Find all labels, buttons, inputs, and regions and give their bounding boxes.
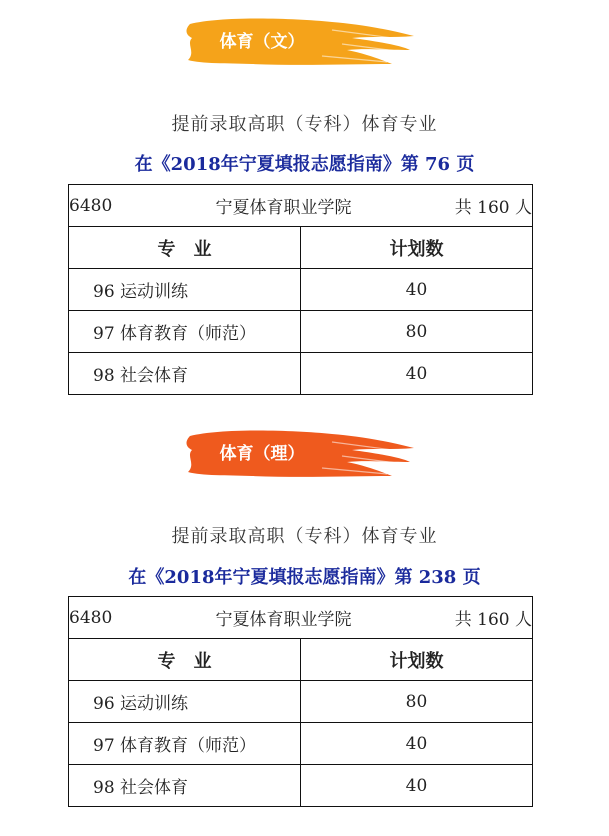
major-cell: 97 体育教育（师范） xyxy=(69,311,301,353)
major-cell: 96 运动训练 xyxy=(69,681,301,723)
header-count: 计划数 xyxy=(301,227,533,269)
category-label: 体育（文） xyxy=(219,32,305,52)
school-name: 宁夏体育职业学院 xyxy=(215,610,352,630)
table-row xyxy=(69,681,533,723)
enrollment-subtitle: 提前录取高职（专科）体育专业 xyxy=(171,114,438,135)
category-brush-banner xyxy=(182,426,418,482)
guide-page-reference: 在《2018年宁夏填报志愿指南》第 76 页 xyxy=(134,154,475,175)
header-major: 专 业 xyxy=(69,227,301,269)
guide-page-reference: 在《2018年宁夏填报志愿指南》第 238 页 xyxy=(128,567,481,588)
plan-table xyxy=(68,596,533,807)
count-cell: 80 xyxy=(301,311,533,353)
enrollment-subtitle: 提前录取高职（专科）体育专业 xyxy=(171,526,438,547)
count-cell: 40 xyxy=(301,269,533,311)
major-cell: 96 运动训练 xyxy=(69,269,301,311)
count-cell: 40 xyxy=(301,353,533,395)
table-row xyxy=(69,269,533,311)
major-cell: 98 社会体育 xyxy=(69,353,301,395)
school-code: 6480 xyxy=(69,607,113,628)
table-row xyxy=(69,311,533,353)
major-cell: 97 体育教育（师范） xyxy=(69,723,301,765)
school-code: 6480 xyxy=(69,195,113,216)
table-row xyxy=(69,765,533,807)
school-row xyxy=(69,185,533,227)
school-row xyxy=(69,597,533,639)
school-name: 宁夏体育职业学院 xyxy=(215,198,352,218)
count-cell: 40 xyxy=(301,765,533,807)
header-row xyxy=(69,639,533,681)
category-brush-banner xyxy=(182,14,418,70)
count-cell: 80 xyxy=(301,681,533,723)
plan-table xyxy=(68,184,533,395)
header-count: 计划数 xyxy=(301,639,533,681)
category-label: 体育（理） xyxy=(219,444,305,464)
school-total: 共 160 人 xyxy=(454,610,532,630)
table-row xyxy=(69,353,533,395)
header-row xyxy=(69,227,533,269)
school-total: 共 160 人 xyxy=(454,198,532,218)
count-cell: 40 xyxy=(301,723,533,765)
major-cell: 98 社会体育 xyxy=(69,765,301,807)
header-major: 专 业 xyxy=(69,639,301,681)
table-row xyxy=(69,723,533,765)
